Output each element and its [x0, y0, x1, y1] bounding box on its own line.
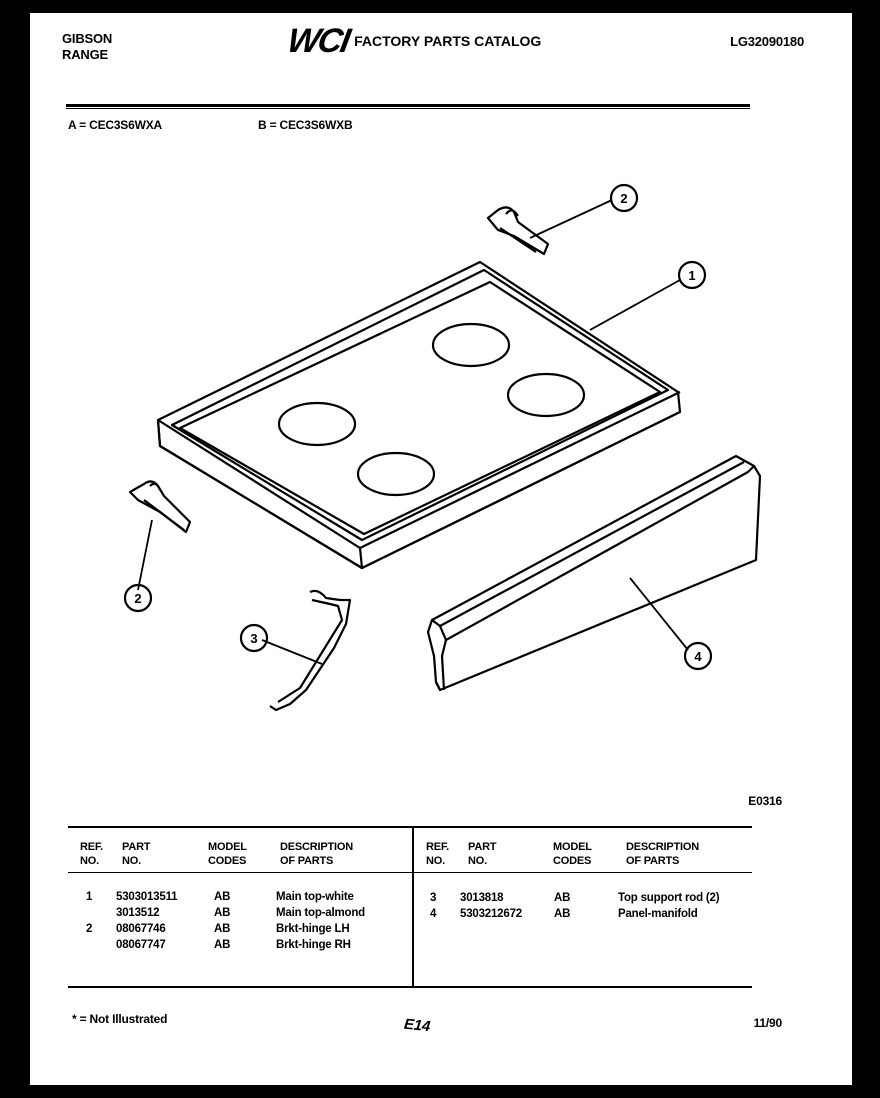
table-header-rule	[68, 872, 752, 873]
callout-2-top-label: 2	[620, 191, 628, 206]
table-row-codes: AB	[554, 908, 571, 920]
catalog-number: LG32090180	[730, 34, 804, 49]
table-row-desc: Brkt-hinge LH	[276, 923, 350, 935]
header-description: DESCRIPTION OF PARTS	[280, 841, 353, 867]
table-row-ref: 1	[86, 891, 93, 903]
table-row-codes: AB	[554, 892, 571, 904]
table-row-desc: Main top-almond	[276, 907, 365, 919]
hinge-bracket-rh-drawing	[488, 207, 548, 254]
table-row-codes: AB	[214, 939, 231, 951]
main-top-drawing	[158, 262, 680, 568]
header-model-codes-right: MODEL CODES	[553, 841, 592, 867]
table-row-ref: 4	[430, 908, 437, 920]
callout-2-left-label: 2	[134, 591, 142, 606]
table-row-desc: Brkt-hinge RH	[276, 939, 351, 951]
revision-date: 11/90	[753, 1016, 782, 1030]
table-row-part: 5303013511	[116, 891, 178, 903]
callout-1-label: 1	[688, 268, 696, 283]
header-part-no: PART NO.	[122, 841, 151, 867]
table-row-part: 5303212672	[460, 908, 522, 920]
table-row-codes: AB	[214, 891, 231, 903]
model-a: A = CEC3S6WXA	[68, 118, 162, 132]
page-number: E14	[403, 1015, 431, 1036]
table-row-desc: Panel-manifold	[618, 908, 698, 920]
model-b: B = CEC3S6WXB	[258, 118, 353, 132]
catalog-title: FACTORY PARTS CATALOG	[354, 33, 542, 49]
table-row-ref: 2	[86, 923, 93, 935]
table-row-part: 3013512	[116, 907, 160, 919]
table-row-ref: 3	[430, 892, 437, 904]
callout-3-label: 3	[250, 631, 258, 646]
header-model-codes: MODEL CODES	[208, 841, 247, 867]
brand-name: GIBSON	[62, 31, 113, 46]
table-row-part: 08067746	[116, 923, 166, 935]
table-bottom-rule	[68, 986, 752, 988]
header-description-right: DESCRIPTION OF PARTS	[626, 841, 699, 867]
product-name: RANGE	[62, 47, 108, 62]
not-illustrated-note: * = Not Illustrated	[72, 1012, 168, 1026]
table-row-codes: AB	[214, 907, 231, 919]
support-rod-drawing	[270, 591, 350, 710]
header-ref-no-right: REF. NO.	[426, 841, 450, 867]
table-row-codes: AB	[214, 923, 231, 935]
header-part-no-right: PART NO.	[468, 841, 497, 867]
hinge-bracket-lh-drawing	[130, 481, 190, 532]
table-row-part: 3013818	[460, 892, 504, 904]
table-top-rule	[68, 826, 752, 828]
header-ref-no: REF. NO.	[80, 841, 104, 867]
table-row-desc: Top support rod (2)	[618, 892, 720, 904]
wci-logo: WCI	[284, 22, 352, 60]
table-divider	[412, 826, 414, 988]
diagram-code: E0316	[748, 794, 782, 808]
table-row-part: 08067747	[116, 939, 166, 951]
callout-4-label: 4	[694, 649, 702, 664]
table-row-desc: Main top-white	[276, 891, 354, 903]
